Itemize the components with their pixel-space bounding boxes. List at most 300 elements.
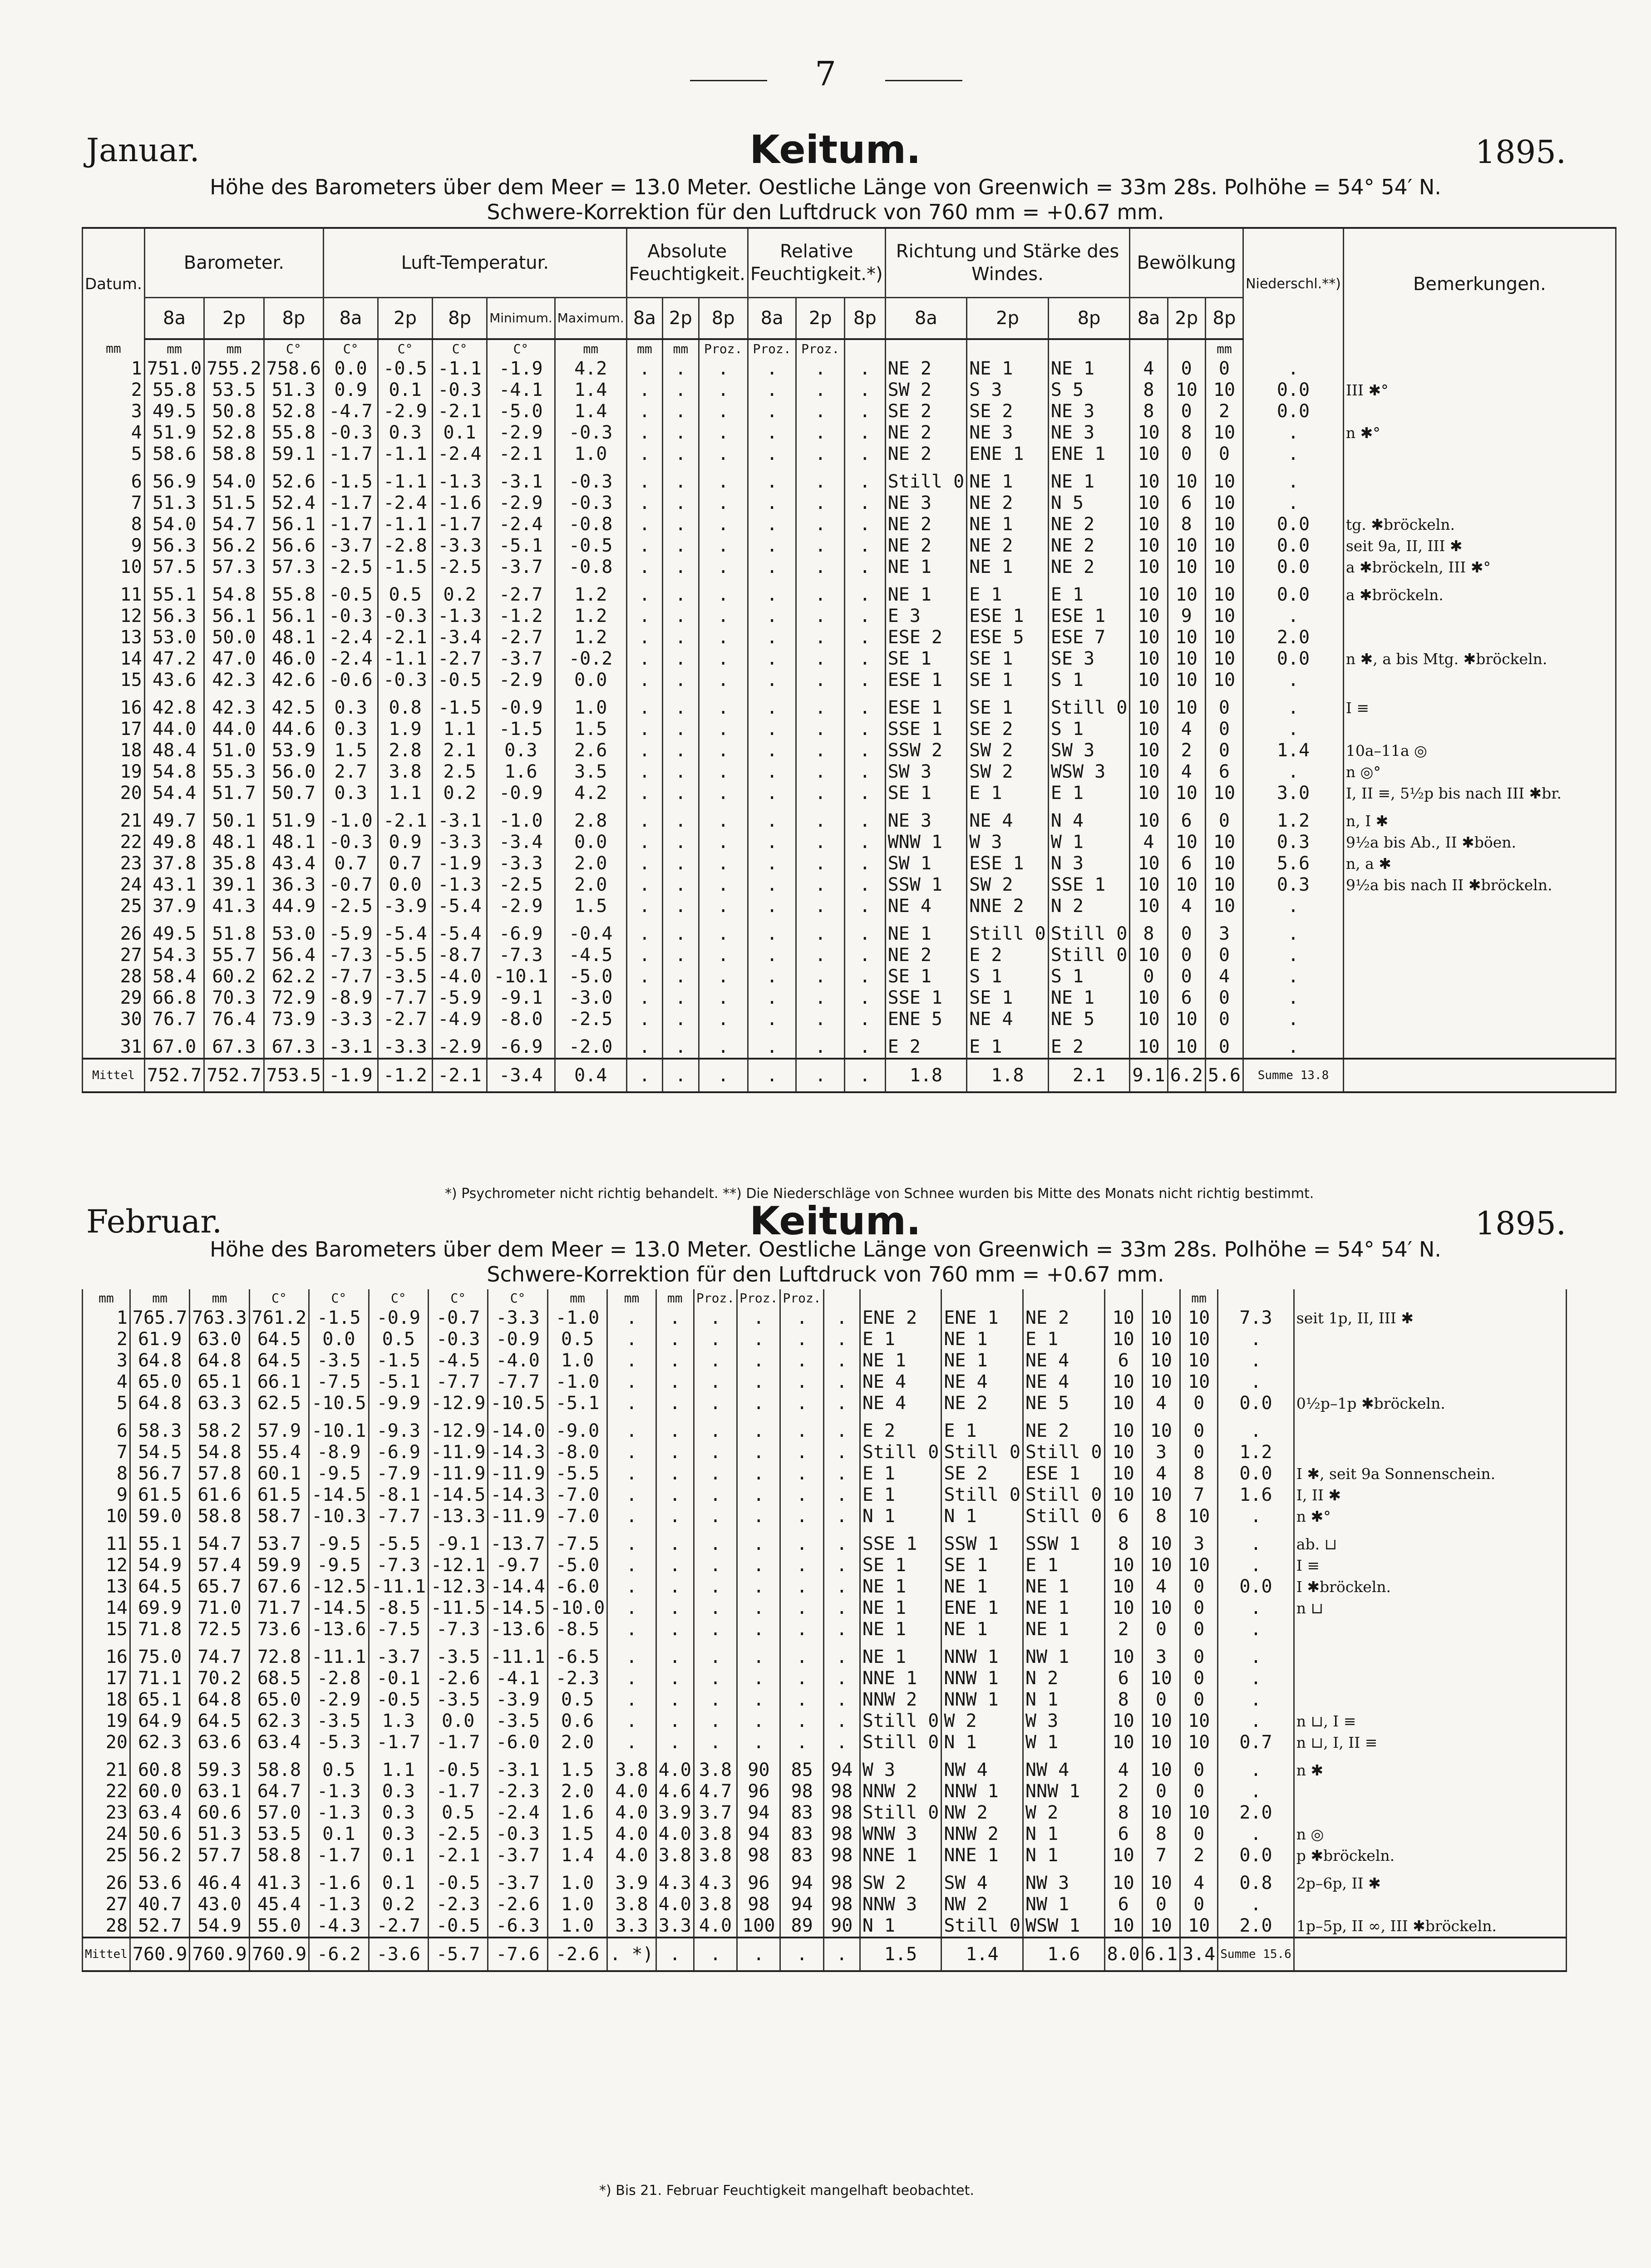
- value-cell: 3: [1142, 1442, 1180, 1463]
- value-cell: .: [845, 783, 886, 804]
- gap-cell: [1205, 804, 1243, 810]
- value-cell: 1.4: [555, 401, 626, 422]
- value-cell: 46.4: [190, 1873, 249, 1894]
- value-cell: 3.8: [378, 761, 433, 783]
- value-cell: 0: [1180, 1668, 1218, 1689]
- value-cell: 10: [1180, 1732, 1218, 1753]
- value-cell: 10: [1180, 1506, 1218, 1527]
- cloud-8a: 8a: [1130, 298, 1168, 340]
- value-cell: 94: [737, 1802, 780, 1824]
- day-cell: 24: [83, 874, 145, 896]
- value-cell: 10: [1130, 422, 1168, 444]
- gap-cell: [1218, 1866, 1294, 1873]
- value-cell: -0.8: [555, 557, 626, 578]
- gap-cell: [941, 1753, 1023, 1760]
- value-cell: 56.1: [264, 514, 323, 535]
- value-cell: .: [737, 1619, 780, 1640]
- value-cell: 10: [1130, 697, 1168, 719]
- wind-cell: SE 1: [941, 1555, 1023, 1576]
- value-cell: .: [663, 719, 699, 740]
- table-row: [83, 1329, 1567, 1350]
- value-cell: .: [748, 1009, 796, 1030]
- value-cell: .: [663, 514, 699, 535]
- value-cell: .: [796, 1009, 845, 1030]
- value-cell: .: [626, 697, 662, 719]
- wind-cell: SW 2: [860, 1873, 941, 1894]
- unit-cell: Proz.: [737, 1289, 780, 1307]
- wind-cell: WSW 1: [1023, 1915, 1104, 1938]
- table-row: [83, 493, 1616, 514]
- value-cell: 7: [1180, 1484, 1218, 1506]
- value-cell: -2.1: [429, 1845, 488, 1866]
- day-cell: 20: [83, 783, 145, 804]
- value-cell: 10: [1104, 1576, 1142, 1597]
- table-row: [83, 1781, 1567, 1802]
- unit-cell: mm: [555, 339, 626, 358]
- value-cell: -4.3: [309, 1915, 369, 1938]
- value-cell: 0: [1205, 740, 1243, 761]
- wind-cell: SE 2: [941, 1463, 1023, 1484]
- value-cell: -2.9: [309, 1689, 369, 1711]
- value-cell: -12.5: [309, 1576, 369, 1597]
- value-cell: 60.8: [130, 1760, 189, 1781]
- gap-cell: [1104, 1753, 1142, 1760]
- value-cell: 3.8: [694, 1824, 737, 1845]
- value-cell: .: [607, 1576, 656, 1597]
- gap-cell: [607, 1753, 656, 1760]
- remark-cell: [1343, 719, 1616, 740]
- wind-cell: E 1: [967, 584, 1049, 606]
- unit-cell: [1294, 1289, 1566, 1307]
- wind-cell: N 2: [1048, 896, 1130, 917]
- unit-cell: Proz.: [796, 339, 845, 358]
- gap-cell: [845, 578, 886, 584]
- value-cell: .: [656, 1484, 694, 1506]
- value-cell: .: [694, 1307, 737, 1329]
- wind-cell: NE 1: [1023, 1619, 1104, 1640]
- wind-cell: NW 4: [1023, 1760, 1104, 1781]
- value-cell: -1.0: [547, 1371, 607, 1393]
- value-cell: 3.8: [694, 1760, 737, 1781]
- gap-cell: [144, 804, 204, 810]
- gap-cell: [324, 804, 378, 810]
- unit-cell: mm: [1205, 339, 1243, 358]
- gap-cell: [144, 1030, 204, 1036]
- gap-cell: [324, 691, 378, 697]
- day-cell: 12: [83, 1555, 130, 1576]
- table-row: [83, 1350, 1567, 1371]
- abs-humidity-header: Absolute Feuchtigkeit.: [626, 228, 748, 298]
- value-cell: 765.7: [130, 1307, 189, 1329]
- baro-2p: 2p: [204, 298, 264, 340]
- value-cell: .: [699, 945, 748, 966]
- day-cell: 18: [83, 740, 145, 761]
- gap-cell: [1343, 917, 1616, 923]
- gap-cell: [83, 1414, 130, 1420]
- value-cell: -8.9: [324, 987, 378, 1009]
- value-cell: 10: [1180, 1915, 1218, 1938]
- remark-cell: I ≡: [1343, 697, 1616, 719]
- mean-cell: 9.1: [1130, 1059, 1168, 1092]
- gap-cell: [1130, 465, 1168, 471]
- value-cell: .: [1243, 358, 1344, 380]
- value-cell: -1.7: [369, 1732, 428, 1753]
- value-cell: -1.2: [487, 606, 555, 627]
- value-cell: .: [796, 923, 845, 945]
- value-cell: .: [737, 1711, 780, 1732]
- wind-cell: Still 0: [860, 1442, 941, 1463]
- value-cell: .: [780, 1506, 823, 1527]
- gap-cell: [885, 465, 967, 471]
- value-cell: -3.5: [378, 966, 433, 987]
- value-cell: 60.0: [130, 1781, 189, 1802]
- remark-cell: [1343, 493, 1616, 514]
- gap-cell: [967, 917, 1049, 923]
- value-cell: -3.7: [369, 1647, 428, 1668]
- wind-cell: WNW 1: [885, 832, 967, 853]
- value-cell: 0.6: [547, 1711, 607, 1732]
- remark-cell: a ✱bröckeln, III ✱°: [1343, 557, 1616, 578]
- value-cell: .: [1218, 1894, 1294, 1915]
- wind-cell: NE 3: [885, 493, 967, 514]
- value-cell: -2.7: [487, 627, 555, 648]
- units-row: [83, 339, 1616, 358]
- value-cell: 10: [1130, 761, 1168, 783]
- value-cell: -7.5: [369, 1619, 428, 1640]
- mean-cell: . *): [607, 1938, 656, 1971]
- value-cell: .: [796, 1036, 845, 1059]
- value-cell: .: [663, 584, 699, 606]
- value-cell: -1.9: [433, 853, 487, 874]
- value-cell: .: [737, 1442, 780, 1463]
- value-cell: .: [823, 1597, 860, 1619]
- value-cell: 56.0: [264, 761, 323, 783]
- remark-cell: n, a ✱: [1343, 853, 1616, 874]
- value-cell: 62.2: [264, 966, 323, 987]
- mean-cell: .: [699, 1059, 748, 1092]
- value-cell: .: [748, 401, 796, 422]
- value-cell: .: [699, 896, 748, 917]
- wind-cell: NE 1: [860, 1647, 941, 1668]
- value-cell: 54.4: [144, 783, 204, 804]
- value-cell: -1.1: [378, 648, 433, 670]
- value-cell: 1.5: [547, 1760, 607, 1781]
- gap-cell: [1130, 917, 1168, 923]
- value-cell: .: [607, 1597, 656, 1619]
- gap-cell: [626, 578, 662, 584]
- mean-cell: 1.6: [1023, 1938, 1104, 1971]
- value-cell: .: [748, 966, 796, 987]
- abs-8p: 8p: [699, 298, 748, 340]
- value-cell: .: [748, 380, 796, 401]
- value-cell: 55.1: [144, 584, 204, 606]
- gap-cell: [204, 1030, 264, 1036]
- value-cell: 1.0: [547, 1350, 607, 1371]
- gap-cell: [1048, 691, 1130, 697]
- temp-8a: 8a: [324, 298, 378, 340]
- value-cell: .: [748, 422, 796, 444]
- gap-cell: [1168, 804, 1205, 810]
- wind-cell: ENE 1: [967, 444, 1049, 465]
- remark-cell: [1343, 945, 1616, 966]
- value-cell: .: [748, 697, 796, 719]
- value-cell: -2.7: [433, 648, 487, 670]
- value-cell: -3.7: [487, 648, 555, 670]
- gap-cell: [264, 804, 323, 810]
- value-cell: 10: [1142, 1371, 1180, 1393]
- value-cell: .: [845, 606, 886, 627]
- group-gap: [83, 1640, 1567, 1647]
- gap-cell: [324, 578, 378, 584]
- value-cell: .: [796, 471, 845, 493]
- table-row: [83, 535, 1616, 557]
- unit-cell: [1130, 339, 1168, 358]
- value-cell: .: [748, 606, 796, 627]
- value-cell: .: [626, 874, 662, 896]
- wind-cell: N 3: [1048, 853, 1130, 874]
- value-cell: 10: [1130, 606, 1168, 627]
- january-body: [83, 339, 1616, 1092]
- gap-cell: [967, 691, 1049, 697]
- value-cell: .: [607, 1711, 656, 1732]
- value-cell: 40.7: [130, 1894, 189, 1915]
- gap-cell: [1205, 465, 1243, 471]
- group-gap: [83, 1866, 1567, 1873]
- unit-cell: [1168, 339, 1205, 358]
- gap-cell: [1218, 1640, 1294, 1647]
- remark-cell: n ✱°: [1343, 422, 1616, 444]
- remark-cell: ab. ⊔: [1294, 1533, 1566, 1555]
- value-cell: 0: [1180, 1576, 1218, 1597]
- unit-cell: mm: [607, 1289, 656, 1307]
- value-cell: 0.9: [378, 832, 433, 853]
- value-cell: .: [663, 874, 699, 896]
- value-cell: 0.5: [547, 1329, 607, 1350]
- wind-cell: S 1: [967, 966, 1049, 987]
- value-cell: 0: [1142, 1619, 1180, 1640]
- gap-cell: [737, 1753, 780, 1760]
- table-row: [83, 1597, 1567, 1619]
- wind-cell: SW 3: [885, 761, 967, 783]
- gap-cell: [823, 1414, 860, 1420]
- value-cell: -8.0: [547, 1442, 607, 1463]
- value-cell: -2.1: [378, 627, 433, 648]
- value-cell: .: [626, 358, 662, 380]
- value-cell: 10: [1168, 1009, 1205, 1030]
- value-cell: 4.0: [694, 1915, 737, 1938]
- remark-cell: seit 1p, II, III ✱: [1294, 1307, 1566, 1329]
- mean-cell: -2.1: [433, 1059, 487, 1092]
- value-cell: 61.5: [130, 1484, 189, 1506]
- gap-cell: [369, 1527, 428, 1533]
- gap-cell: [656, 1414, 694, 1420]
- wind-cell: ESE 1: [1023, 1463, 1104, 1484]
- value-cell: 0: [1168, 945, 1205, 966]
- remark-cell: [1294, 1894, 1566, 1915]
- value-cell: -5.9: [324, 923, 378, 945]
- value-cell: 10: [1142, 1760, 1180, 1781]
- gap-cell: [885, 917, 967, 923]
- wind-cell: SE 1: [860, 1555, 941, 1576]
- value-cell: .: [626, 606, 662, 627]
- value-cell: -2.5: [429, 1824, 488, 1845]
- value-cell: -0.4: [555, 923, 626, 945]
- day-cell: 8: [83, 514, 145, 535]
- value-cell: .: [1243, 761, 1344, 783]
- gap-cell: [694, 1414, 737, 1420]
- wind-cell: Still 0: [967, 923, 1049, 945]
- value-cell: 55.8: [144, 380, 204, 401]
- wind-cell: W 1: [1023, 1732, 1104, 1753]
- value-cell: .: [823, 1711, 860, 1732]
- value-cell: -3.0: [555, 987, 626, 1009]
- wind-cell: NNE 2: [967, 896, 1049, 917]
- wind-cell: SE 2: [967, 719, 1049, 740]
- gap-cell: [626, 804, 662, 810]
- day-cell: 5: [83, 1393, 130, 1414]
- remark-cell: [1343, 444, 1616, 465]
- value-cell: -10.5: [309, 1393, 369, 1414]
- value-cell: -1.5: [324, 471, 378, 493]
- mean-cell: 8.0: [1104, 1938, 1142, 1971]
- table-row: [83, 1036, 1616, 1059]
- gap-cell: [663, 578, 699, 584]
- value-cell: 1.5: [555, 896, 626, 917]
- value-cell: 1.2: [555, 627, 626, 648]
- value-cell: 94: [823, 1760, 860, 1781]
- value-cell: .: [607, 1619, 656, 1640]
- table-row: [83, 761, 1616, 783]
- wind-cell: SW 3: [1048, 740, 1130, 761]
- value-cell: -7.7: [378, 987, 433, 1009]
- day-cell: 1: [83, 1307, 130, 1329]
- value-cell: -4.5: [555, 945, 626, 966]
- value-cell: .: [1218, 1619, 1294, 1640]
- value-cell: 7.3: [1218, 1307, 1294, 1329]
- value-cell: -3.9: [378, 896, 433, 917]
- gap-cell: [144, 917, 204, 923]
- value-cell: 52.8: [264, 401, 323, 422]
- remark-cell: III ✱°: [1343, 380, 1616, 401]
- value-cell: .: [607, 1463, 656, 1484]
- gap-cell: [547, 1640, 607, 1647]
- value-cell: .: [796, 358, 845, 380]
- wind-cell: NNW 2: [860, 1781, 941, 1802]
- value-cell: 83: [780, 1824, 823, 1845]
- mean-cell: -5.7: [429, 1938, 488, 1971]
- value-cell: 10: [1142, 1329, 1180, 1350]
- value-cell: 61.5: [249, 1484, 309, 1506]
- gap-cell: [429, 1527, 488, 1533]
- value-cell: .: [663, 358, 699, 380]
- value-cell: 2: [1104, 1619, 1142, 1640]
- value-cell: .: [607, 1689, 656, 1711]
- value-cell: 94: [780, 1873, 823, 1894]
- value-cell: 10: [1205, 648, 1243, 670]
- value-cell: .: [1243, 670, 1344, 691]
- value-cell: 10: [1104, 1555, 1142, 1576]
- value-cell: -10.5: [488, 1393, 547, 1414]
- gap-cell: [1168, 917, 1205, 923]
- value-cell: -3.3: [488, 1307, 547, 1329]
- wind-cell: NE 1: [941, 1576, 1023, 1597]
- value-cell: 10: [1104, 1393, 1142, 1414]
- value-cell: .: [1243, 945, 1344, 966]
- value-cell: 0: [1205, 1036, 1243, 1059]
- value-cell: 1.6: [547, 1802, 607, 1824]
- day-cell: 23: [83, 853, 145, 874]
- value-cell: 8: [1142, 1506, 1180, 1527]
- gap-cell: [796, 691, 845, 697]
- day-cell: 31: [83, 1036, 145, 1059]
- value-cell: 0.0: [378, 874, 433, 896]
- unit-cell: [1343, 339, 1616, 358]
- value-cell: -2.7: [378, 1009, 433, 1030]
- unit-cell: [885, 339, 967, 358]
- group-gap: [83, 917, 1616, 923]
- value-cell: 51.3: [264, 380, 323, 401]
- remark-cell: [1294, 1647, 1566, 1668]
- value-cell: -2.0: [555, 1036, 626, 1059]
- wind-cell: SSE 1: [885, 719, 967, 740]
- value-cell: .: [699, 987, 748, 1009]
- value-cell: -6.9: [487, 1036, 555, 1059]
- value-cell: 4.3: [656, 1873, 694, 1894]
- value-cell: 10: [1104, 1329, 1142, 1350]
- value-cell: .: [748, 535, 796, 557]
- value-cell: .: [656, 1576, 694, 1597]
- value-cell: 0.3: [324, 697, 378, 719]
- value-cell: 60.2: [204, 966, 264, 987]
- gap-cell: [555, 804, 626, 810]
- value-cell: -5.3: [309, 1732, 369, 1753]
- wind-cell: NW 1: [1023, 1647, 1104, 1668]
- remark-cell: [1294, 1802, 1566, 1824]
- wind-cell: E 1: [941, 1420, 1023, 1442]
- value-cell: 43.4: [264, 853, 323, 874]
- value-cell: .: [1243, 471, 1344, 493]
- value-cell: -0.3: [488, 1824, 547, 1845]
- gap-cell: [663, 465, 699, 471]
- value-cell: 58.2: [190, 1420, 249, 1442]
- value-cell: -8.7: [433, 945, 487, 966]
- wind-cell: E 1: [860, 1329, 941, 1350]
- gap-cell: [488, 1753, 547, 1760]
- wind-cell: NE 1: [885, 584, 967, 606]
- value-cell: 94: [780, 1894, 823, 1915]
- unit-cell: [1243, 339, 1344, 358]
- value-cell: -12.3: [429, 1576, 488, 1597]
- value-cell: 4: [1168, 761, 1205, 783]
- mean-cell: -6.2: [309, 1938, 369, 1971]
- value-cell: .: [626, 514, 662, 535]
- value-cell: 43.6: [144, 670, 204, 691]
- remark-cell: [1343, 966, 1616, 987]
- value-cell: -1.6: [309, 1873, 369, 1894]
- day-cell: 22: [83, 1781, 130, 1802]
- value-cell: .: [663, 740, 699, 761]
- value-cell: -1.5: [433, 697, 487, 719]
- value-cell: .: [626, 471, 662, 493]
- value-cell: 1.2: [1218, 1442, 1294, 1463]
- gap-cell: [130, 1753, 189, 1760]
- unit-cell: C°: [309, 1289, 369, 1307]
- mean-cell: .: [626, 1059, 662, 1092]
- value-cell: 56.6: [264, 535, 323, 557]
- value-cell: 0: [1180, 1393, 1218, 1414]
- january-title-row: [86, 127, 1566, 177]
- value-cell: -6.3: [488, 1915, 547, 1938]
